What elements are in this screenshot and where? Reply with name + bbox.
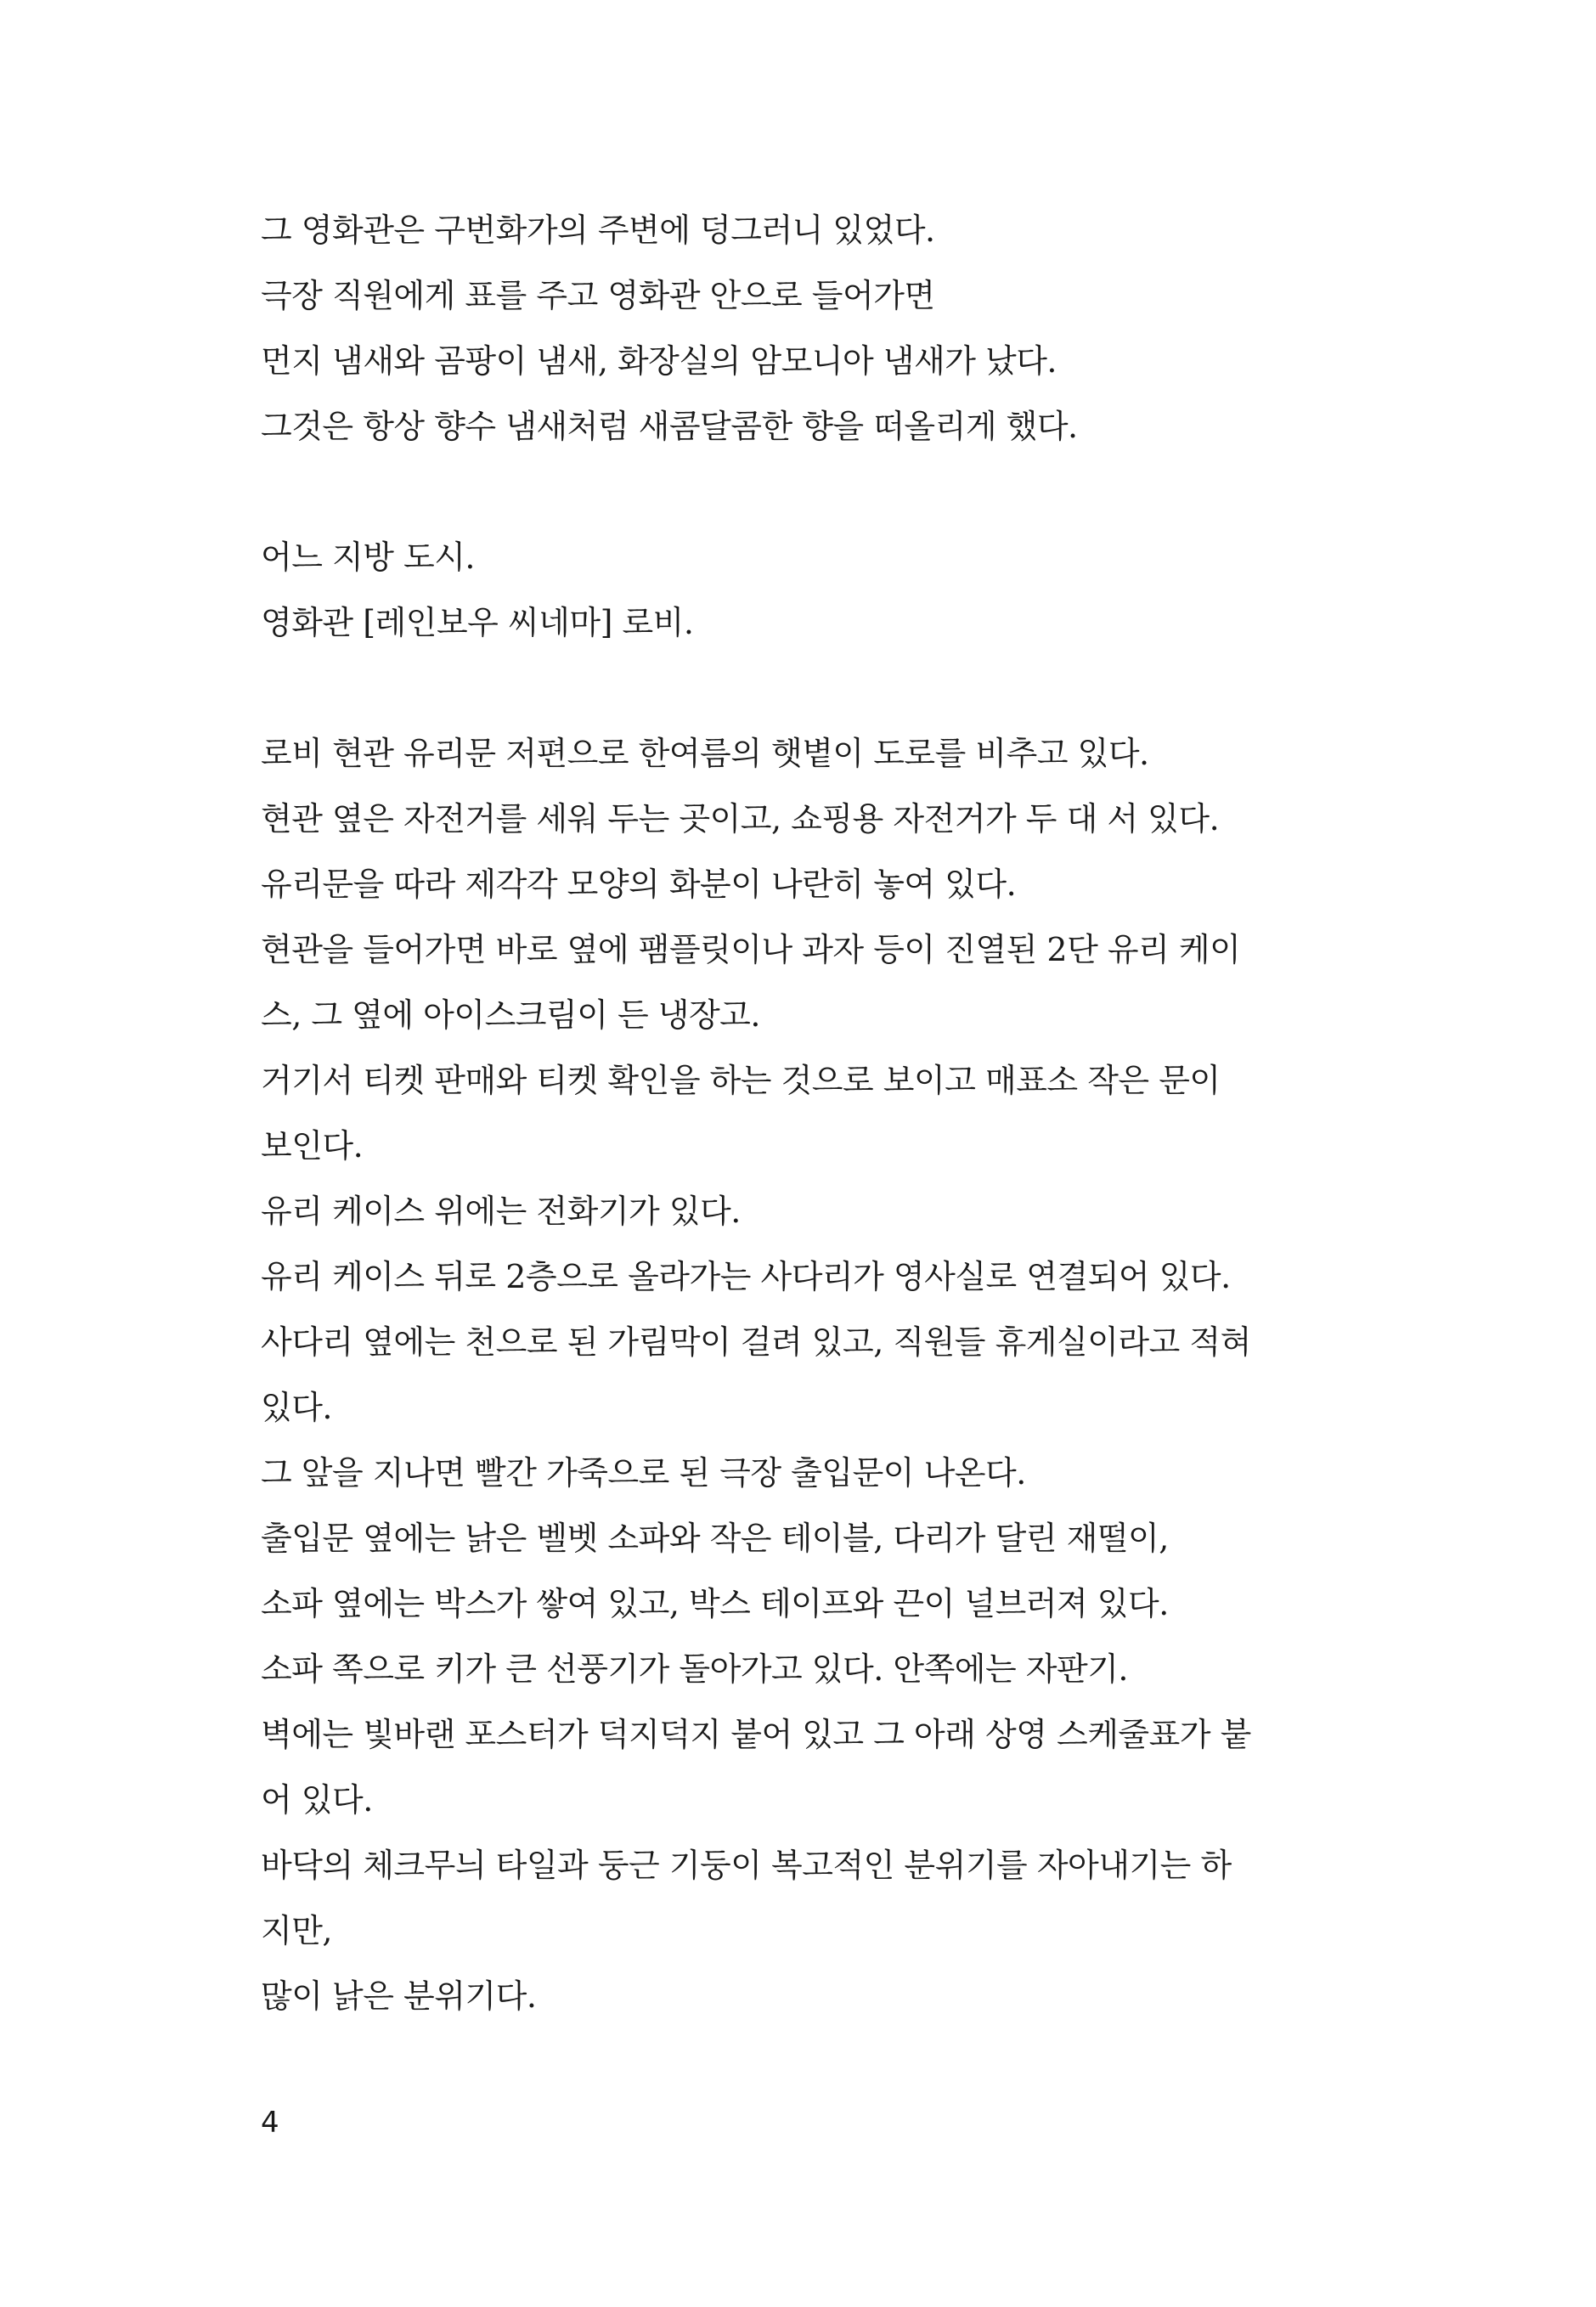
paragraph-1 bbox=[261, 198, 1365, 460]
text-line: 영화관 [레인보우 씨네마] 로비. bbox=[261, 604, 694, 641]
paragraph-3 bbox=[261, 721, 1365, 2029]
text-line: 있다. bbox=[261, 1389, 332, 1426]
text-line: 유리 케이스 뒤로 2층으로 올라가는 사다리가 영사실로 연결되어 있다. bbox=[261, 1258, 1231, 1295]
text-line: 바닥의 체크무늬 타일과 둥근 기둥이 복고적인 분위기를 자아내기는 하 bbox=[261, 1847, 1232, 1884]
text-line: 현관을 들어가면 바로 옆에 팸플릿이나 과자 등이 진열된 2단 유리 케이 bbox=[261, 931, 1241, 968]
text-line: 유리문을 따라 제각각 모양의 화분이 나란히 놓여 있다. bbox=[261, 866, 1017, 903]
paragraph-2 bbox=[261, 525, 1365, 656]
text-line: 벽에는 빛바랜 포스터가 덕지덕지 붙어 있고 그 아래 상영 스케줄표가 붙 bbox=[261, 1716, 1251, 1753]
text-line: 먼지 냄새와 곰팡이 냄새, 화장실의 암모니아 냄새가 났다. bbox=[261, 342, 1057, 380]
text-line: 사다리 옆에는 천으로 된 가림막이 걸려 있고, 직원들 휴게실이라고 적혀 bbox=[261, 1323, 1251, 1361]
text-line: 로비 현관 유리문 저편으로 한여름의 햇볕이 도로를 비추고 있다. bbox=[261, 735, 1149, 772]
text-line: 스, 그 옆에 아이스크림이 든 냉장고. bbox=[261, 996, 760, 1034]
text-line: 보인다. bbox=[261, 1127, 364, 1165]
text-line: 거기서 티켓 판매와 티켓 확인을 하는 것으로 보이고 매표소 작은 문이 bbox=[261, 1062, 1221, 1099]
text-line: 지만, bbox=[261, 1912, 332, 1949]
text-line: 소파 쪽으로 키가 큰 선풍기가 돌아가고 있다. 안쪽에는 자판기. bbox=[261, 1650, 1128, 1688]
text-line: 소파 옆에는 박스가 쌓여 있고, 박스 테이프와 끈이 널브러져 있다. bbox=[261, 1585, 1169, 1622]
text-line: 유리 케이스 위에는 전화기가 있다. bbox=[261, 1193, 741, 1230]
page-number: 4 bbox=[261, 2106, 279, 2140]
text-line: 많이 낡은 분위기다. bbox=[261, 1977, 537, 2015]
text-line: 극장 직원에게 표를 주고 영화관 안으로 들어가면 bbox=[261, 277, 935, 314]
text-line: 그 영화관은 구번화가의 주변에 덩그러니 있었다. bbox=[261, 212, 935, 249]
text-line: 현관 옆은 자전거를 세워 두는 곳이고, 쇼핑용 자전거가 두 대 서 있다. bbox=[261, 800, 1220, 838]
text-line: 어 있다. bbox=[261, 1781, 373, 1819]
text-line: 그것은 항상 향수 냄새처럼 새콤달콤한 향을 떠올리게 했다. bbox=[261, 408, 1078, 445]
text-line: 출입문 옆에는 낡은 벨벳 소파와 작은 테이블, 다리가 달린 재떨이, bbox=[261, 1520, 1169, 1557]
text-line: 그 앞을 지나면 빨간 가죽으로 된 극장 출입문이 나온다. bbox=[261, 1454, 1026, 1492]
text-line: 어느 지방 도시. bbox=[261, 539, 475, 576]
